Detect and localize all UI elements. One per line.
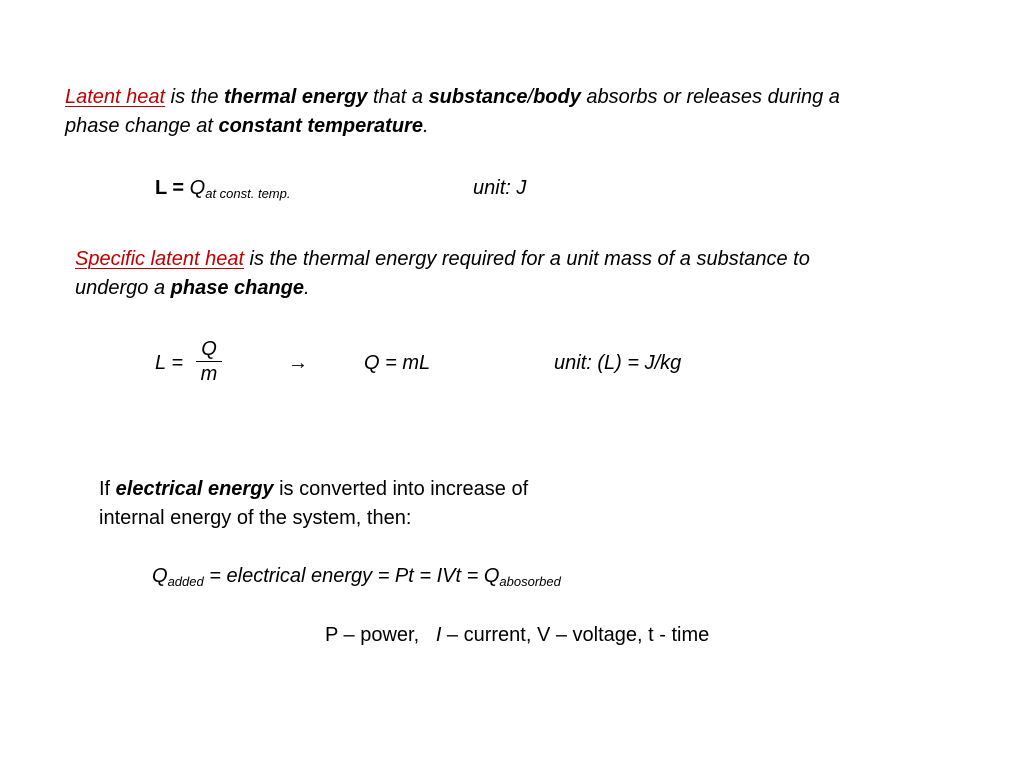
latent-heat-formula (155, 174, 290, 203)
formula-middle: = electrical energy = Pt = IVt = Q (203, 565, 500, 587)
specific-latent-heat-unit: unit: (L) = J/kg (554, 352, 682, 374)
formula-subscript: at const. temp. (205, 186, 291, 201)
text: phase change at (65, 115, 219, 137)
text: is converted into increase of (273, 478, 529, 500)
latent-heat-definition (65, 83, 840, 141)
subscript-added: added (167, 574, 204, 589)
electrical-energy-formula (152, 562, 561, 591)
latent-heat-line-1 (65, 83, 840, 112)
electrical-line-1 (99, 475, 528, 504)
latent-heat-term: Latent heat (65, 86, 166, 108)
text: that a (367, 86, 429, 108)
specific-latent-heat-lhs: L = (155, 352, 183, 374)
substance-emphasis: substance (428, 86, 528, 108)
thermal-energy-emphasis: thermal energy (224, 86, 368, 108)
symbol-legend (325, 621, 709, 650)
text: is the (165, 86, 225, 108)
text: absorbs or releases during a (580, 86, 840, 108)
text: . (422, 115, 429, 137)
formula-q: Q (152, 565, 168, 587)
q-equals-ml: Q = mL (364, 352, 431, 374)
electrical-energy-paragraph (99, 475, 528, 533)
subscript-absorbed: abosorbed (499, 574, 561, 589)
q-over-m-fraction (196, 338, 222, 385)
electrical-line-2: internal energy of the system, then: (99, 507, 412, 529)
legend-current-symbol: I (435, 624, 442, 646)
constant-temperature-emphasis: constant temperature (218, 115, 423, 137)
text: / (527, 86, 534, 108)
formula-lhs: L = (155, 177, 190, 199)
latent-heat-unit: unit: J (473, 177, 527, 199)
formula-q: Q (189, 177, 206, 199)
legend-rest: – current, V – voltage, t - time (441, 624, 710, 646)
body-emphasis: body (533, 86, 581, 108)
legend-power: P – power, (325, 624, 420, 646)
text: is the thermal energy required for a unit mass of a substance to (244, 248, 810, 270)
latent-heat-line-2 (65, 112, 840, 141)
fraction-denominator: m (200, 363, 218, 385)
specific-latent-heat-definition (75, 245, 810, 303)
specific-latent-heat-line-2 (75, 274, 810, 303)
phase-change-emphasis: phase change (170, 277, 305, 299)
fraction-bar (196, 361, 222, 362)
electrical-energy-emphasis: electrical energy (115, 478, 274, 500)
arrow-icon: → (288, 352, 308, 374)
specific-latent-heat-line-1 (75, 245, 810, 274)
text: undergo a (75, 277, 171, 299)
specific-latent-heat-term: Specific latent heat (75, 248, 244, 270)
text: . (304, 277, 310, 299)
fraction-numerator: Q (201, 338, 217, 360)
text: If (99, 478, 116, 500)
